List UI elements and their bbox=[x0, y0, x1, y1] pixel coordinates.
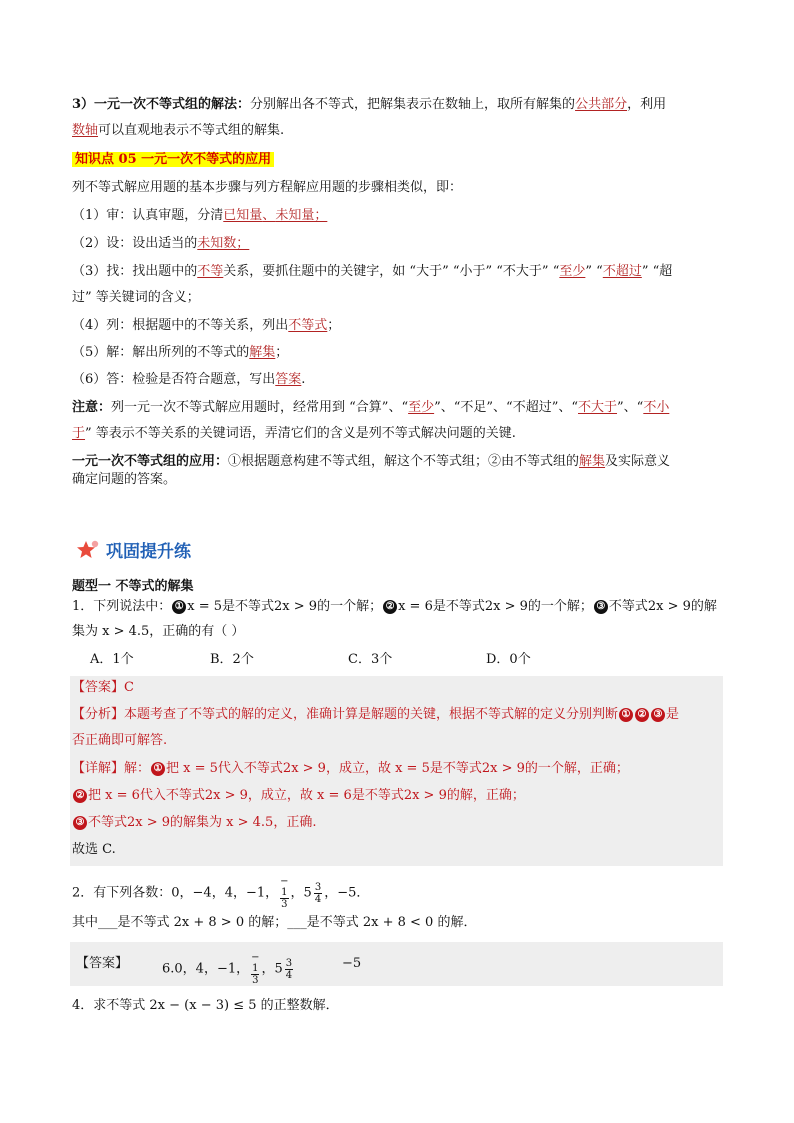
step-3-cont: 过” 等关键词的含义； bbox=[72, 290, 200, 305]
step-6-u: 答案 bbox=[275, 372, 302, 387]
step-2-underline: 未知数； bbox=[197, 236, 250, 251]
frac-num-2: 3 bbox=[314, 881, 322, 893]
a1-detail-3-text: 不等式2x > 9的解集为 x > 4.5，正确. bbox=[88, 815, 317, 830]
step-2 bbox=[72, 234, 249, 254]
a1-detail-1-text: 把 x = 5代入不等式2x > 9，成立，故 x = 5是不等式2x > 9的一个解，正确； bbox=[166, 761, 629, 776]
q2-line1 bbox=[72, 876, 369, 910]
q1-opt-b: B．2个 bbox=[210, 652, 254, 667]
circle-2-red-icon: ② bbox=[635, 708, 649, 722]
step-4 bbox=[72, 316, 340, 336]
note-u4: 于 bbox=[72, 426, 86, 441]
note-u1: 至少 bbox=[408, 400, 435, 415]
kp-title: 知识点 05 一元一次不等式的应用 bbox=[72, 152, 274, 167]
fraction-neg-third: − $\frac{1}{3}$ bbox=[280, 876, 289, 910]
s3-label: 3）一元一次不等式组的解法： bbox=[72, 97, 251, 112]
a1-detail-2 bbox=[72, 786, 525, 806]
ans-frac-den-1: 3 bbox=[252, 975, 259, 986]
step-5-end: ； bbox=[275, 345, 289, 360]
q2-ans-a: 6.0，4，−1， bbox=[162, 961, 250, 977]
step-5 bbox=[72, 343, 288, 363]
note-u3: 不小 bbox=[643, 400, 670, 415]
type1-heading: 题型一 不等式的解集 bbox=[72, 579, 194, 594]
s3-line2 bbox=[72, 121, 284, 141]
ans-fraction-neg-third: − $\frac{1}{3}$ bbox=[251, 952, 260, 986]
circle-3-detail-icon: ③ bbox=[73, 816, 87, 830]
note-u2: 不大于 bbox=[578, 400, 618, 415]
q1-d: 不等式2x > 9的解 bbox=[608, 599, 717, 614]
circle-3-icon: ③ bbox=[594, 600, 608, 614]
step-4-text: （4）列：根据题中的不等关系，列出 bbox=[72, 318, 289, 333]
circle-3-red-icon: ③ bbox=[651, 708, 665, 722]
ans-mixed-whole: 5 bbox=[274, 961, 283, 977]
circle-1-red-icon: ① bbox=[619, 708, 633, 722]
ans-frac-den-2: 4 bbox=[285, 969, 293, 981]
s3-line1 bbox=[72, 95, 666, 115]
section-title: 巩固提升练 bbox=[106, 542, 191, 562]
frac-den-1: 3 bbox=[281, 899, 288, 910]
step-2-text: （2）设：设出适当的 bbox=[72, 236, 198, 251]
step-4-end: ； bbox=[327, 318, 341, 333]
step-3-text3: ” “ bbox=[585, 264, 603, 279]
q1-line1 bbox=[72, 597, 717, 617]
app-line2: 确定问题的答案。 bbox=[72, 472, 177, 487]
app-line1 bbox=[72, 452, 670, 472]
step-1-text: （1）审：认真审题，分清 bbox=[72, 208, 224, 223]
step-1-unknown: 未知量； bbox=[275, 208, 328, 223]
note-label: 注意： bbox=[72, 400, 112, 415]
a1-detail-1 bbox=[72, 759, 629, 779]
s3-underline-common: 公共部分 bbox=[575, 97, 628, 112]
a1-analysis-1 bbox=[72, 705, 679, 725]
step-6-end: . bbox=[301, 372, 306, 387]
q1-b: x = 5是不等式2x > 9的一个解； bbox=[187, 599, 383, 614]
q2-ans-label: 【答案】 bbox=[76, 956, 129, 971]
s3-text: 分别解出各不等式，把解集表示在数轴上，取所有解集的 bbox=[250, 97, 576, 112]
q2-ans-c: −5 bbox=[342, 956, 362, 971]
circle-2-icon: ② bbox=[383, 600, 397, 614]
circle-2-detail-icon: ② bbox=[73, 789, 87, 803]
a1-analysis-text: 本题考查了不等式的解的定义，准确计算是解题的关键，根据不等式解的定义分别判断 bbox=[124, 707, 619, 722]
app-label: 一元一次不等式组的应用： bbox=[72, 454, 229, 469]
a1-analysis-end: 是 bbox=[666, 707, 680, 722]
star-icon bbox=[76, 540, 100, 567]
mixed-whole: 5 bbox=[303, 885, 312, 901]
q2-answer-values bbox=[162, 952, 295, 986]
s3-text2: ，利用 bbox=[627, 97, 667, 112]
circle-1-detail-icon: ① bbox=[151, 762, 165, 776]
a1-detail-3 bbox=[72, 813, 316, 833]
q1-opt-c: C．3个 bbox=[348, 652, 393, 667]
step-4-u: 不等式 bbox=[288, 318, 328, 333]
section-banner bbox=[76, 540, 191, 567]
step-3-text: （3）找：找出题中的 bbox=[72, 264, 198, 279]
s3-text3: 可以直观地表示不等式组的解集. bbox=[98, 123, 285, 138]
step-3-u2: 至少 bbox=[559, 264, 586, 279]
app-u1: 解集 bbox=[579, 454, 606, 469]
step-6 bbox=[72, 370, 305, 390]
step-5-text: （5）解：解出所列的不等式的 bbox=[72, 345, 250, 360]
step-1-known: 已知量 bbox=[223, 208, 263, 223]
ans-frac-num-2: 3 bbox=[285, 957, 293, 969]
q2-b: ， bbox=[290, 885, 304, 901]
ans-frac-num-1: 1 bbox=[252, 963, 259, 974]
q1-a: 1．下列说法中： bbox=[72, 599, 172, 614]
q1-c: x = 6是不等式2x > 9的一个解； bbox=[398, 599, 593, 614]
note-line2 bbox=[72, 424, 516, 444]
intro-text: 列不等式解应用题的基本步骤与列方程解应用题的步骤相类似，即： bbox=[72, 180, 463, 195]
step-3-text4: ” “超 bbox=[641, 264, 673, 279]
note-t1: 列一元一次不等式解应用题时，经常用到 “合算”、“ bbox=[111, 400, 409, 415]
knowledge-point-heading bbox=[72, 150, 274, 170]
frac-den-2: 4 bbox=[314, 893, 322, 905]
ans-fraction-three-quarter bbox=[285, 958, 293, 981]
app-t1: ①根据题意构建不等式组，解这个不等式组；②由不等式组的 bbox=[228, 454, 580, 469]
a1-detail-label: 【详解】 bbox=[72, 761, 125, 776]
a1-choose: 故选 C. bbox=[72, 842, 116, 857]
step-3-u1: 不等 bbox=[197, 264, 224, 279]
q2-line2: 其中___是不等式 2x + 8 > 0 的解；___是不等式 2x + 8 < 0 的解． bbox=[72, 915, 477, 930]
a1-answer: 【答案】C bbox=[72, 680, 134, 695]
step-1 bbox=[72, 206, 327, 226]
q1-line2: 集为 x > 4.5，正确的有（ ） bbox=[72, 624, 245, 639]
q2-a: 2．有下列各数：0，−4，4，−1， bbox=[72, 885, 279, 901]
q1-opt-a: A．1个 bbox=[90, 652, 134, 667]
fraction-three-quarter bbox=[314, 882, 322, 905]
q2-c: ，−5． bbox=[324, 885, 370, 901]
q1-opt-d: D．0个 bbox=[486, 652, 531, 667]
note-t4: ” 等表示不等关系的关键词语，弄清它们的含义是列不等式解决问题的关键. bbox=[85, 426, 516, 441]
step-1-sep: 、 bbox=[262, 208, 276, 223]
app-t2: 及实际意义 bbox=[605, 454, 671, 469]
a1-detail-jie: 解： bbox=[124, 761, 151, 776]
step-5-u: 解集 bbox=[249, 345, 276, 360]
frac-num-1: 1 bbox=[281, 887, 288, 898]
a1-analysis-label: 【分析】 bbox=[72, 707, 125, 722]
circle-1-icon: ① bbox=[172, 600, 186, 614]
step-3-u3: 不超过 bbox=[602, 264, 642, 279]
q4-text: 4．求不等式 2x − (x − 3) ≤ 5 的正整数解． bbox=[72, 998, 339, 1013]
step-3-text2: 关系，要抓住题中的关键字，如 “大于” “小于” “不大于” “ bbox=[223, 264, 560, 279]
s3-underline-axis: 数轴 bbox=[72, 123, 99, 138]
a1-detail-2-text: 把 x = 6代入不等式2x > 9，成立，故 x = 6是不等式2x > 9的解，正确； bbox=[88, 788, 525, 803]
step-6-text: （6）答：检验是否符合题意，写出 bbox=[72, 372, 276, 387]
step-3 bbox=[72, 262, 672, 282]
q2-ans-b: ， bbox=[261, 961, 275, 977]
note-t2: ”、“不足”、“不超过”、“ bbox=[434, 400, 578, 415]
a1-analysis-2: 否正确即可解答. bbox=[72, 733, 168, 748]
note-line1 bbox=[72, 398, 669, 418]
note-t3: ”、“ bbox=[617, 400, 644, 415]
q2-answer bbox=[76, 952, 128, 976]
